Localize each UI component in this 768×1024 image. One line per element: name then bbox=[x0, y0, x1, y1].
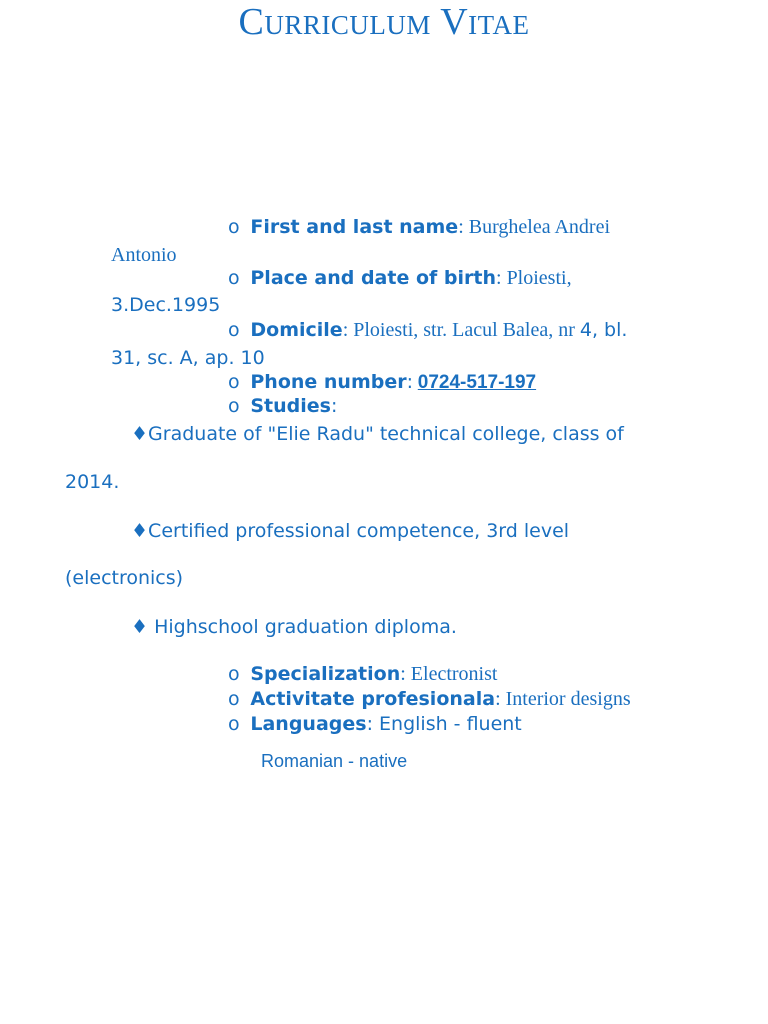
study-item bbox=[131, 616, 457, 638]
languages-label: Languages bbox=[250, 713, 367, 735]
specialization-separator: : bbox=[400, 663, 406, 685]
name-value: Burghelea Andrei bbox=[463, 216, 611, 238]
diamond-bullet: ♦ bbox=[131, 423, 149, 445]
cv-item-phone bbox=[228, 371, 536, 394]
cv-item-studies bbox=[228, 395, 337, 418]
birth-place: Ploiesti, bbox=[501, 267, 572, 289]
phone-link[interactable]: 0724-517-197 bbox=[417, 372, 537, 393]
specialization-value: Electronist bbox=[405, 663, 498, 685]
domicile-address-continued: 31, sc. A, ap. 10 bbox=[111, 347, 265, 369]
activity-label: Activitate profesionala bbox=[250, 688, 496, 710]
birth-date: 3.Dec.1995 bbox=[111, 294, 221, 316]
domicile-separator: : bbox=[342, 319, 349, 341]
list-bullet: o bbox=[228, 663, 240, 685]
phone-separator: : bbox=[406, 371, 414, 393]
list-bullet: o bbox=[228, 319, 240, 341]
study-item bbox=[131, 520, 569, 542]
studies-label: Studies bbox=[250, 395, 331, 417]
list-bullet: o bbox=[228, 267, 240, 289]
list-bullet: o bbox=[228, 371, 240, 393]
name-value-continued: Antonio bbox=[111, 244, 177, 266]
cv-item-name bbox=[228, 216, 610, 239]
cv-item-specialization bbox=[228, 663, 497, 686]
studies-separator: : bbox=[330, 395, 338, 417]
domicile-address-numbers: 4, bl. bbox=[579, 319, 628, 341]
study-item bbox=[131, 423, 624, 445]
list-bullet: o bbox=[228, 713, 240, 735]
name-label: First and last name bbox=[250, 216, 459, 238]
study-text-continued: (electronics) bbox=[65, 567, 184, 589]
languages-separator: : bbox=[366, 713, 373, 735]
diamond-bullet: ♦ bbox=[131, 520, 149, 542]
study-text: Certified professional competence, 3rd level bbox=[148, 520, 570, 542]
activity-separator: : bbox=[495, 688, 501, 710]
document-title: Curriculum Vitae bbox=[238, 1, 530, 43]
birth-label: Place and date of birth bbox=[250, 267, 496, 289]
domicile-label: Domicile bbox=[250, 319, 343, 341]
diamond-bullet: ♦ bbox=[131, 616, 149, 638]
domicile-address: Ploiesti, str. Lacul Balea, nr bbox=[348, 319, 580, 341]
name-separator: : bbox=[458, 216, 464, 238]
study-text: Highschool graduation diploma. bbox=[148, 616, 457, 638]
list-bullet: o bbox=[228, 216, 240, 238]
languages-value: English - fluent bbox=[372, 713, 522, 735]
specialization-label: Specialization bbox=[250, 663, 401, 685]
study-text-continued: 2014. bbox=[65, 471, 120, 493]
birth-separator: : bbox=[496, 267, 502, 289]
cv-item-languages bbox=[228, 713, 522, 736]
activity-value: Interior designs bbox=[500, 688, 631, 710]
phone-label: Phone number bbox=[250, 371, 407, 393]
languages-value-continued: Romanian - native bbox=[261, 751, 408, 771]
list-bullet: o bbox=[228, 688, 240, 710]
study-text: Graduate of "Elie Radu" technical college, class of bbox=[148, 423, 624, 445]
cv-item-birth bbox=[228, 267, 572, 290]
list-bullet: o bbox=[228, 395, 240, 417]
cv-item-domicile bbox=[228, 319, 627, 342]
cv-item-activity bbox=[228, 688, 631, 711]
